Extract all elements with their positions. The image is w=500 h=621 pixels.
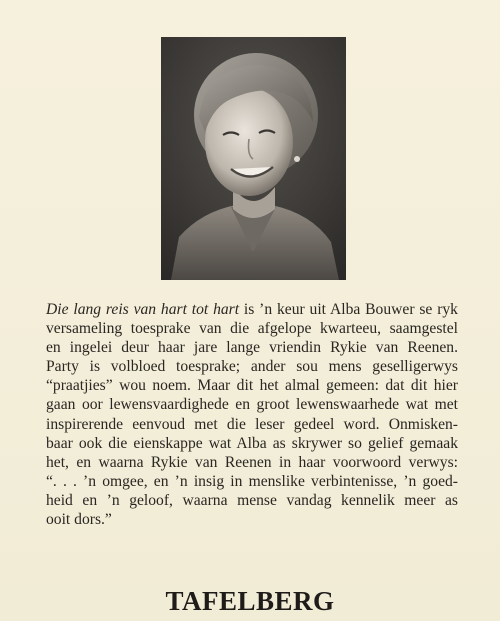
blurb-line-11: heid en ’n geloof, waarna mense vandag kennelik meer as <box>46 491 458 509</box>
blurb-line-1: Die lang reis van hart tot hart is ’n keur uit Alba Bouwer se ryk <box>46 301 458 318</box>
blurb-text <box>46 300 458 529</box>
blurb-line-12: ooit dors.” <box>46 511 112 529</box>
publisher-logo: TAFELBERG <box>165 586 335 616</box>
blurb-line-9: het, en waarna Rykie van Reenen in haar voorwoord verwys: <box>46 453 458 471</box>
blurb-line-2: versameling toesprake van die afgelope kwarteeu, saamgestel <box>46 320 458 338</box>
author-portrait-photo <box>161 37 346 280</box>
blurb-line-7: inspirerende eenvoud met die leser gedeel word. Onmisken- <box>46 415 458 433</box>
blurb-line-3: en ingelei deur haar jare lange vriendin Rykie van Reenen. <box>46 339 458 357</box>
book-title: Die lang reis van hart tot hart <box>46 301 240 318</box>
blurb-line-8: baar ook die eienskappe wat Alba as skrywer so gelief gemaak <box>46 434 458 452</box>
blurb-line-6: gaan oor lewensvaardighede en groot lewenswaarhede wat met <box>46 396 458 414</box>
blurb-line-5: “praatjies” wou noem. Maar dit het almal gemeen: dat dit hier <box>46 377 458 395</box>
blurb-line-10: “. . . ’n omgee, en ’n insig in menslike verbintenisse, ’n goed- <box>46 472 458 490</box>
blurb-line-4: Party is volbloed toesprake; ander sou mens geselligerwys <box>46 358 458 376</box>
